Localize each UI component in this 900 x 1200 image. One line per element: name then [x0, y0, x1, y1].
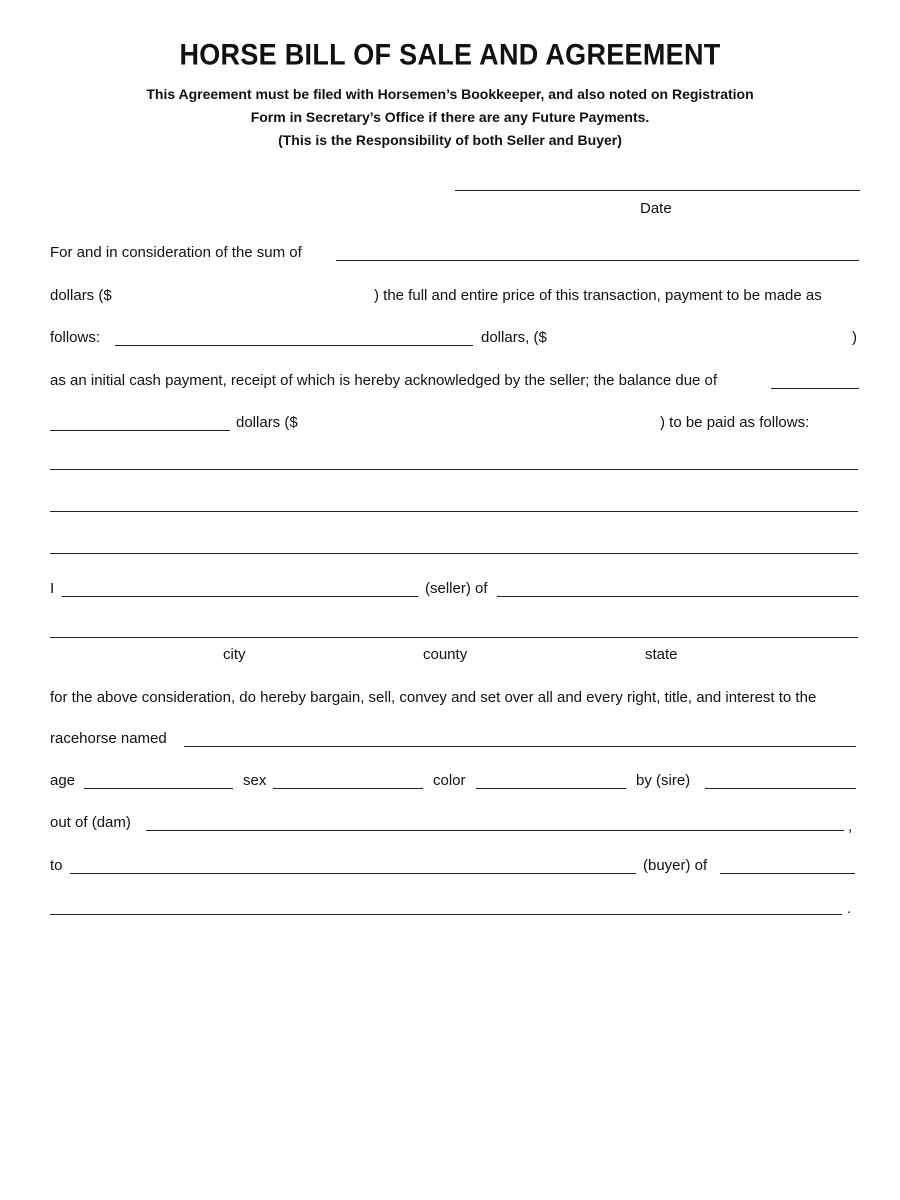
seller-location-field[interactable]: [50, 637, 858, 638]
paid-as-follows-text: ) to be paid as follows:: [660, 414, 810, 431]
subtitle-line-2: Form in Secretary’s Office if there are any Future Payments.: [250, 109, 650, 125]
follows-text: follows:: [50, 329, 101, 346]
dam-label: out of (dam): [50, 814, 131, 831]
color-field[interactable]: [476, 788, 626, 789]
dam-comma: ,: [848, 818, 853, 835]
dollars-text-2: dollars, ($: [481, 329, 547, 346]
sum-words-field[interactable]: [336, 260, 859, 261]
form-title: HORSE BILL OF SALE AND AGREEMENT: [179, 38, 721, 72]
date-label: Date: [640, 200, 672, 217]
balance-due-field[interactable]: [771, 388, 859, 389]
age-field[interactable]: [84, 788, 233, 789]
age-label: age: [50, 772, 76, 789]
dam-field[interactable]: [146, 830, 844, 831]
i-text: I: [50, 580, 55, 597]
county-label: county: [423, 646, 468, 663]
horse-name-field[interactable]: [184, 746, 856, 747]
seller-name-field[interactable]: [62, 596, 418, 597]
full-price-text: ) the full and entire price of this transaction, payment to be made as: [374, 287, 822, 304]
buyer-address-field[interactable]: [720, 873, 855, 874]
bargain-text: for the above consideration, do hereby bargain, sell, convey and set over all and every right, title, and interest to the: [50, 689, 817, 706]
to-label: to: [50, 857, 63, 874]
subtitle-line-1: This Agreement must be filed with Horsemen’s Bookkeeper, and also noted on Registration: [146, 86, 754, 102]
close-paren: ): [852, 329, 857, 346]
sex-label: sex: [243, 772, 267, 789]
consideration-text: For and in consideration of the sum of: [50, 244, 302, 261]
buyer-name-field[interactable]: [70, 873, 636, 874]
subtitle-line-3: (This is the Responsibility of both Seller and Buyer): [278, 132, 622, 148]
sex-field[interactable]: [273, 788, 423, 789]
payment-terms-line-3[interactable]: [50, 553, 858, 554]
balance-words-field[interactable]: [50, 430, 230, 431]
date-field[interactable]: [455, 190, 860, 191]
racehorse-named-text: racehorse named: [50, 730, 167, 747]
payment-terms-line-1[interactable]: [50, 469, 858, 470]
initial-payment-text: as an initial cash payment, receipt of which is hereby acknowledged by the seller; the balance due of: [50, 372, 718, 389]
sire-label: by (sire): [636, 772, 691, 789]
sire-field[interactable]: [705, 788, 856, 789]
seller-address-field[interactable]: [497, 596, 858, 597]
payment-terms-line-2[interactable]: [50, 511, 858, 512]
buyer-period: .: [847, 900, 852, 917]
state-label: state: [645, 646, 678, 663]
buyer-location-field[interactable]: [50, 914, 842, 915]
buyer-of-text: (buyer) of: [643, 857, 708, 874]
dollars-text-3: dollars ($: [236, 414, 298, 431]
city-label: city: [223, 646, 246, 663]
color-label: color: [433, 772, 466, 789]
dollars-text: dollars ($: [50, 287, 112, 304]
initial-payment-words-field[interactable]: [115, 345, 473, 346]
seller-of-text: (seller) of: [425, 580, 488, 597]
